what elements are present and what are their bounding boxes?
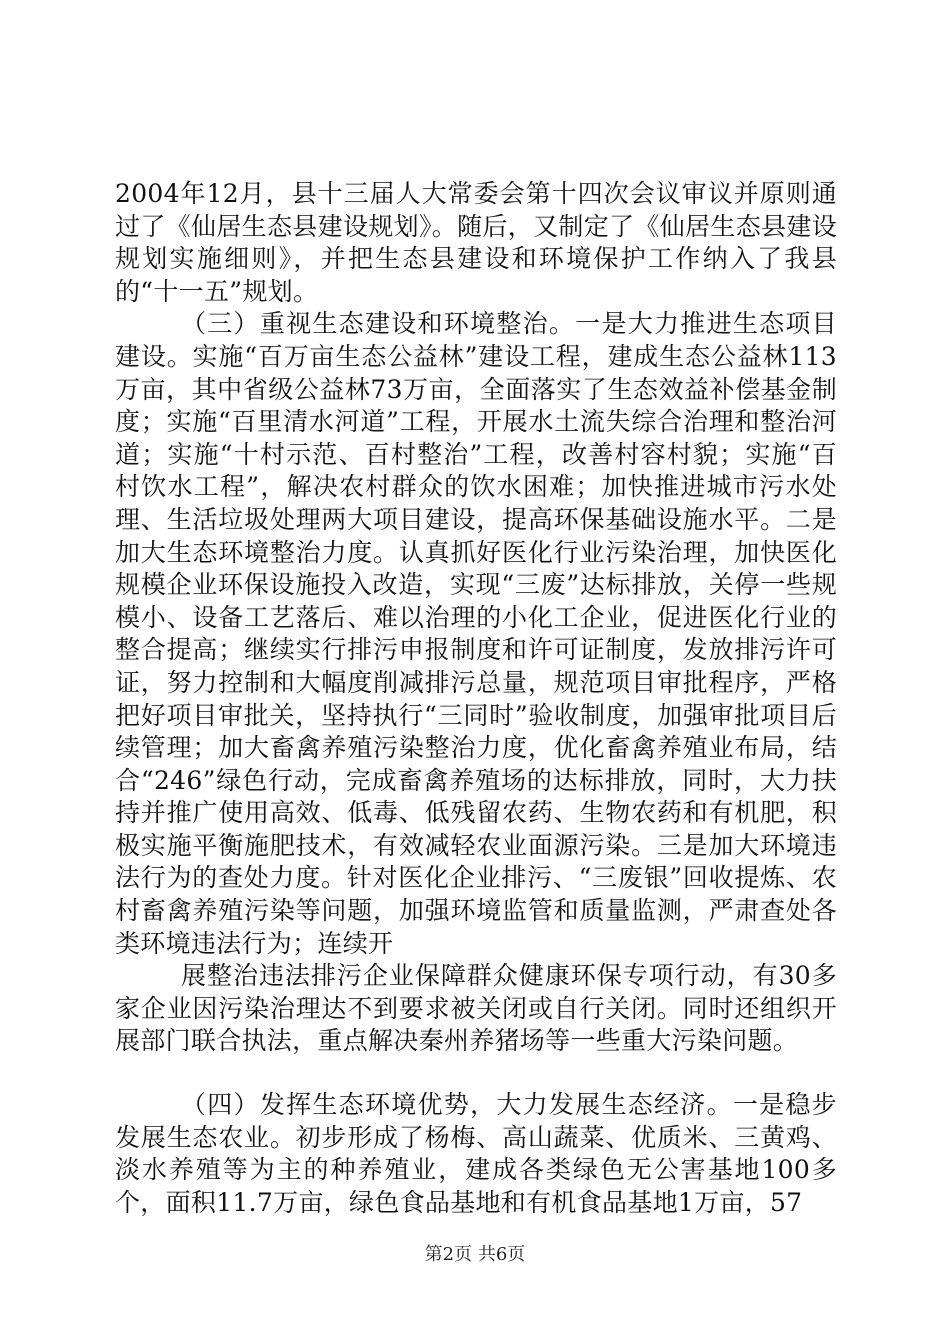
paragraph-section-four: （四）发挥生态环境优势，大力发展生态经济。一是稳步发展生态农业。初步形成了杨梅、高山蔬菜、优质米、三黄鸡、淡水养殖等为主的种养殖业，建成各类绿色无公害基地100多个，面积11.7万亩，绿色食品基地和有机食品基地1万亩，57 <box>115 1090 837 1217</box>
paragraph-planning: 2004年12月，县十三届人大常委会第十四次会议审议并原则通过了《仙居生态县建设规划》。随后，又制定了《仙居生态县建设规划实施细则》，并把生态县建设和环境保护工作纳入了我县的“十一五”规划。 <box>115 179 837 306</box>
paragraph-spacer <box>115 1058 837 1089</box>
paragraph-continuation: 展整治违法排污企业保障群众健康环保专项行动，有30多家企业因污染治理达不到要求被关闭或自行关闭。同时还组织开展部门联合执法，重点解决秦州养猪场等一些重大污染问题。 <box>115 961 837 1056</box>
paragraph-section-three: （三）重视生态建设和环境整治。一是大力推进生态项目建设。实施“百万亩生态公益林”建设工程，建成生态公益林113万亩，其中省级公益林73万亩，全面落实了生态效益补偿基金制度；实施“百里清水河道”工程，开展水土流失综合治理和整治河道；实施“十村示范、百村整治”工程，改善村容村貌；实施“百村饮水工程”，解决农村群众的饮水困难；加快推进城市污水处理、生活垃圾处理两大项目建设，提高环保基础设施水平。二是加大生态环境整治力度。认真抓好医化行业污染治理，加快医化规模企业环保设施投入改造，实现“三废”达标排放，关停一些规模小、设备工艺落后、难以治理的小化工企业，促进医化行业的整合提高；继续实行排污申报制度和许可证制度，发放排污许可证，努力控制和大幅度削减排污总量，规范项目审批程序，严格把好项目审批关，坚持执行“三同时”验收制度，加强审批项目后续管理；加大畜禽养殖污染整治力度，优化畜禽养殖业布局，结合“246”绿色行动，完成畜禽养殖场的达标排放，同时，大力扶持并推广使用高效、低毒、低残留农药、生物农药和有机肥，积极实施平衡施肥技术，有效减轻农业面源污染。三是加大环境违法行为的查处力度。针对医化企业排污、“三废银”回收提炼、农村畜禽养殖污染等问题，加强环境监管和质量监测，严肃查处各类环境违法行为；连续开 <box>115 309 837 958</box>
page-number-footer: 第2页 共6页 <box>424 1244 526 1265</box>
body-text <box>115 178 837 1219</box>
